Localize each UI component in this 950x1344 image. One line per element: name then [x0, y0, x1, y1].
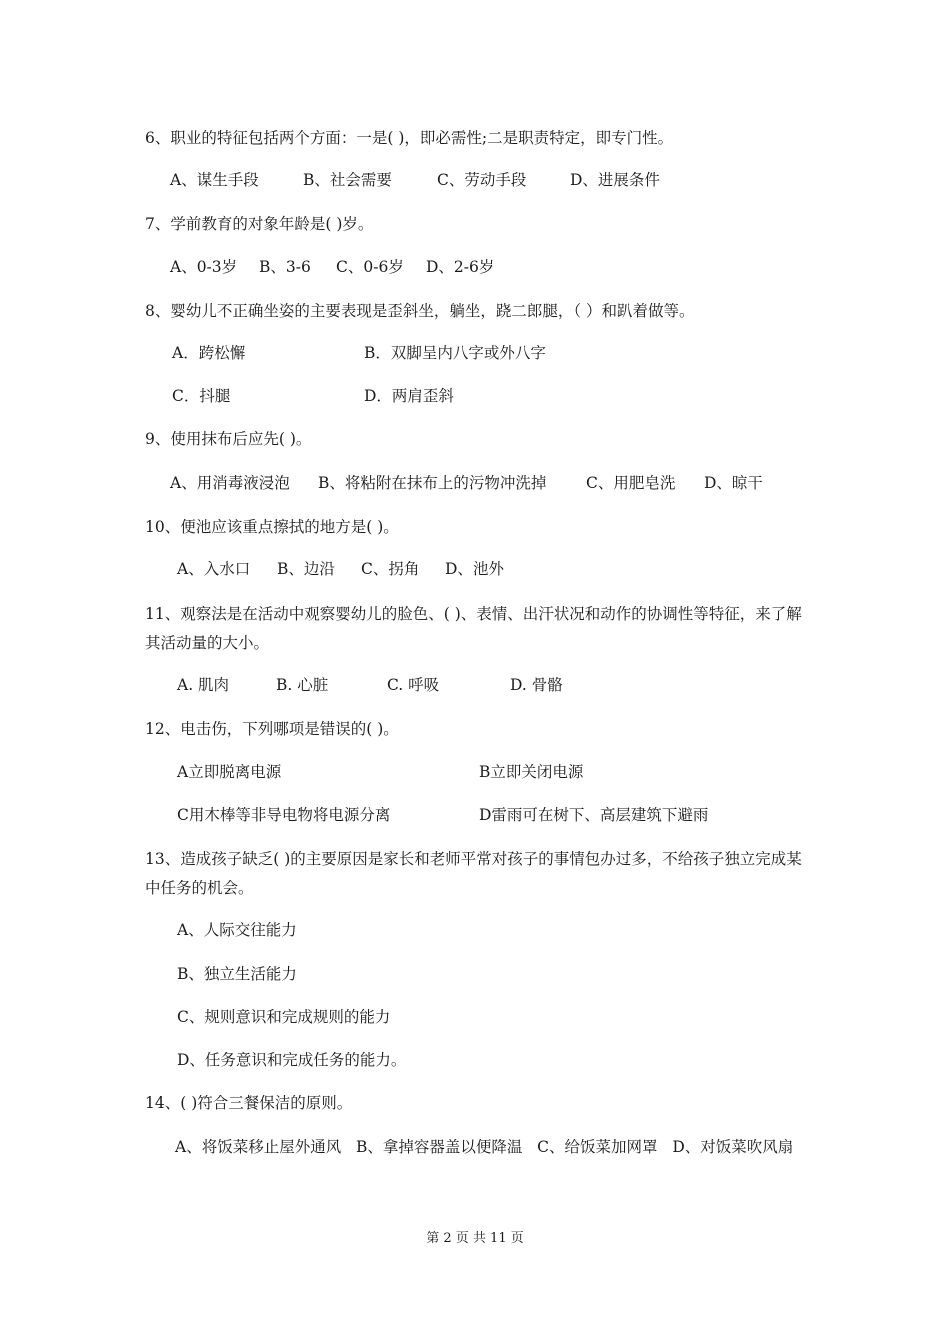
question-11-option-c: C. 呼吸 [387, 676, 440, 694]
question-12-option-b: B立即关闭电源 [479, 763, 584, 781]
question-14-stem: 14、( )符合三餐保洁的原则。 [145, 1094, 353, 1112]
question-11-options [177, 674, 817, 696]
question-10-option-d: D、池外 [445, 560, 504, 578]
question-8-option-b: B．双脚呈内八字或外八字 [364, 344, 546, 362]
question-10-options [177, 558, 817, 580]
question-7-option-a: A、0-3岁 [170, 258, 238, 276]
question-8-options-row1 [172, 342, 812, 364]
question-8-option-d: D．两肩歪斜 [364, 387, 454, 405]
question-12-option-a: A立即脱离电源 [177, 763, 282, 781]
question-9-stem: 9、使用抹布后应先( )。 [145, 430, 312, 448]
question-12-option-d: D雷雨可在树下、高层建筑下避雨 [479, 806, 709, 824]
question-8-options-row2 [172, 385, 812, 407]
question-9-option-d: D、晾干 [704, 474, 763, 492]
question-12-stem: 12、电击伤，下列哪项是错误的( )。 [145, 720, 399, 738]
question-13-option-a: A、人际交往能力 [177, 921, 297, 939]
question-7-option-b: B、3-6 [259, 258, 311, 276]
question-13-stem: 13、造成孩子缺乏( )的主要原因是家长和老师平常对孩子的事情包办过多，不给孩子独立完成某中任务的机会。 [145, 850, 802, 897]
question-13-option-d: D、任务意识和完成任务的能力。 [177, 1051, 407, 1069]
question-8-stem: 8、婴幼儿不正确坐姿的主要表现是歪斜坐，躺坐，跷二郎腿，（ ）和趴着做等。 [145, 302, 695, 320]
question-11-option-a: A. 肌肉 [177, 676, 230, 694]
question-9-option-b: B、将粘附在抹布上的污物冲洗掉 [318, 474, 547, 492]
question-10-option-b: B、边沿 [277, 560, 335, 578]
question-12-options-row1 [177, 761, 817, 783]
question-14-options [145, 1133, 810, 1162]
question-6-option-a: A、谋生手段 [170, 171, 259, 189]
question-14-option-b: B、拿掉容器盖以便降温 [355, 1138, 523, 1156]
question-9-option-a: A、用消毒液浸泡 [170, 474, 290, 492]
question-6-option-d: D、进展条件 [570, 171, 660, 189]
question-6-option-c: C、劳动手段 [437, 171, 527, 189]
question-14-option-d: D、对饭菜吹风扇 [672, 1138, 794, 1156]
question-11-option-b: B. 心脏 [276, 676, 329, 694]
question-6-stem: 6、职业的特征包括两个方面：一是( )，即必需性;二是职责特定，即专门性。 [145, 129, 674, 147]
question-9-options [170, 472, 810, 494]
question-9-option-c: C、用肥皂洗 [586, 474, 676, 492]
question-10-option-c: C、拐角 [361, 560, 420, 578]
question-11-stem: 11、观察法是在活动中观察婴幼儿的脸色、( )、表情、出汗状况和动作的协调性等特征，来了解其活动量的大小。 [145, 605, 802, 652]
question-6-options [170, 169, 810, 191]
question-10-stem: 10、便池应该重点擦拭的地方是( )。 [145, 518, 399, 536]
question-11-option-d: D. 骨骼 [510, 676, 563, 694]
question-14-option-c: C、给饭菜加网罩 [537, 1138, 658, 1156]
question-6-option-b: B、社会需要 [303, 171, 392, 189]
question-10-option-a: A、入水口 [177, 560, 251, 578]
question-13-option-c: C、规则意识和完成规则的能力 [177, 1008, 391, 1026]
page-number-footer: 第 2 页 共 11 页 [426, 1231, 524, 1246]
question-8-option-c: C．抖腿 [172, 387, 231, 405]
question-12-options-row2 [177, 804, 817, 826]
question-14-option-a: A、将饭菜移止屋外通风 [175, 1138, 342, 1156]
question-7-stem: 7、学前教育的对象年龄是( )岁。 [145, 215, 374, 233]
question-7-option-c: C、0-6岁 [336, 258, 404, 276]
question-8-option-a: A．跨松懈 [172, 344, 246, 362]
question-12-option-c: C用木棒等非导电物将电源分离 [177, 806, 391, 824]
question-7-options [170, 256, 810, 278]
question-13-option-b: B、独立生活能力 [177, 965, 297, 983]
question-7-option-d: D、2-6岁 [426, 258, 495, 276]
